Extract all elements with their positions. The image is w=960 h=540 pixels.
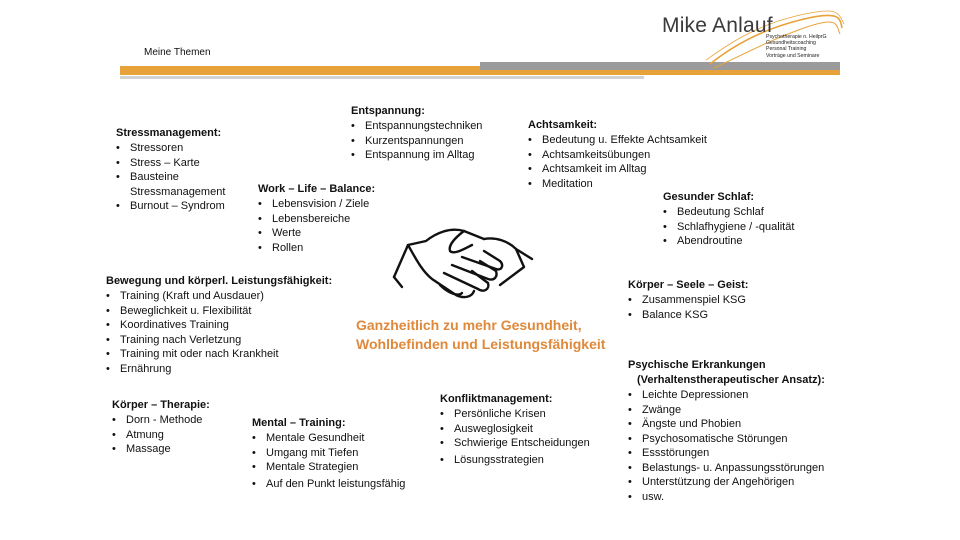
section-title: Bewegung und körperl. Leistungsfähigkeit: bbox=[106, 275, 333, 287]
list-item: • Bedeutung u. Effekte Achtsamkeit bbox=[528, 133, 707, 148]
list-item: • Achtsamkeit im Alltag bbox=[528, 162, 707, 177]
list-item: • Bausteine Stressmanagement bbox=[116, 170, 242, 199]
section-list bbox=[663, 205, 794, 249]
list-item: • Unterstützung der Angehörigen bbox=[628, 475, 825, 490]
list-item: • Lösungsstrategien bbox=[440, 453, 590, 468]
list-item: • Kurzentspannungen bbox=[351, 134, 482, 149]
logo-tagline-line: Psychotherapie n. HeilprG bbox=[766, 34, 827, 40]
logo-tagline bbox=[766, 34, 827, 59]
list-item: • Entspannung im Alltag bbox=[351, 148, 482, 163]
list-item: • Achtsamkeitsübungen bbox=[528, 148, 707, 163]
section-subtitle: (Verhaltenstherapeutischer Ansatz): bbox=[637, 374, 825, 386]
section-koerper-therapie bbox=[112, 398, 210, 457]
logo-tagline-line: Vorträge und Seminare bbox=[766, 52, 820, 59]
list-item: • Bedeutung Schlaf bbox=[663, 205, 794, 220]
list-item: • Dorn - Methode bbox=[112, 413, 210, 428]
section-mental-training bbox=[252, 416, 405, 491]
list-item: • Abendroutine bbox=[663, 234, 794, 249]
section-title: Psychische Erkrankungen bbox=[628, 359, 766, 371]
list-item: • Essstörungen bbox=[628, 446, 825, 461]
section-entspannung bbox=[351, 104, 482, 163]
section-list bbox=[258, 197, 375, 255]
section-title: Mental – Training: bbox=[252, 417, 346, 429]
center-tagline bbox=[356, 316, 605, 354]
list-item: • Balance KSG bbox=[628, 308, 748, 323]
section-koerper-seele-geist bbox=[628, 278, 748, 322]
list-item: • Mentale Strategien bbox=[252, 460, 405, 475]
section-title: Körper – Therapie: bbox=[112, 399, 210, 411]
list-item: • Rollen bbox=[258, 241, 375, 256]
header-label: Meine Themen bbox=[144, 47, 211, 58]
list-item: • Atmung bbox=[112, 428, 210, 443]
list-item: • Stressoren bbox=[116, 141, 242, 156]
list-item: • usw. bbox=[628, 490, 825, 505]
section-list bbox=[440, 407, 590, 467]
list-item: • Training nach Verletzung bbox=[106, 333, 332, 348]
list-item: • Lebensvision / Ziele bbox=[258, 197, 375, 212]
list-item: • Ernährung bbox=[106, 362, 332, 377]
list-item: • Auf den Punkt leistungsfähig bbox=[252, 477, 405, 492]
section-list bbox=[628, 293, 748, 322]
list-item: • Massage bbox=[112, 442, 210, 457]
list-item: • Beweglichkeit u. Flexibilität bbox=[106, 304, 332, 319]
center-tagline-line-1: Ganzheitlich zu mehr Gesundheit, bbox=[356, 317, 582, 333]
section-list bbox=[106, 289, 332, 376]
list-item: • Burnout – Syndrom bbox=[116, 199, 242, 214]
list-item: • Ängste und Phobien bbox=[628, 417, 825, 432]
list-item: • Belastungs- u. Anpassungsstörungen bbox=[628, 461, 825, 476]
list-item: • Leichte Depressionen bbox=[628, 388, 825, 403]
list-item: • Mentale Gesundheit bbox=[252, 431, 405, 446]
list-item: • Training mit oder nach Krankheit bbox=[106, 347, 332, 362]
section-achtsamkeit bbox=[528, 118, 707, 191]
section-list bbox=[351, 119, 482, 163]
list-item: • Ausweglosigkeit bbox=[440, 422, 590, 437]
list-item: • Psychosomatische Störungen bbox=[628, 432, 825, 447]
list-item: • Zusammenspiel KSG bbox=[628, 293, 748, 308]
section-konfliktmanagement bbox=[440, 392, 590, 467]
logo-tagline-line: Personal Training bbox=[766, 46, 807, 53]
logo-tagline-line: Gesundheitscoaching bbox=[766, 40, 816, 47]
section-list bbox=[112, 413, 210, 457]
section-list bbox=[628, 388, 825, 504]
section-title: Gesunder Schlaf: bbox=[663, 191, 755, 203]
section-title: Achtsamkeit: bbox=[528, 119, 598, 131]
list-item: • Koordinatives Training bbox=[106, 318, 332, 333]
list-item: • Werte bbox=[258, 226, 375, 241]
list-item: • Umgang mit Tiefen bbox=[252, 446, 405, 461]
list-item: • Schwierige Entscheidungen bbox=[440, 436, 590, 451]
list-item: • Entspannungstechniken bbox=[351, 119, 482, 134]
list-item: • Meditation bbox=[528, 177, 707, 192]
section-title: Stressmanagement: bbox=[116, 127, 222, 139]
section-title: Körper – Seele – Geist: bbox=[628, 279, 749, 291]
header-bar-lightgray bbox=[120, 76, 644, 79]
section-title: Entspannung: bbox=[351, 105, 425, 117]
list-item: • Persönliche Krisen bbox=[440, 407, 590, 422]
section-title: Konfliktmanagement: bbox=[440, 393, 553, 405]
section-list bbox=[116, 141, 242, 214]
center-tagline-line-2: Wohlbefinden und Leistungsfähigkeit bbox=[356, 336, 606, 352]
logo-name: Mike Anlauf bbox=[662, 14, 773, 37]
section-work-life-balance bbox=[258, 182, 375, 255]
section-gesunder-schlaf bbox=[663, 190, 794, 249]
section-stressmanagement bbox=[116, 126, 242, 214]
section-title: Work – Life – Balance: bbox=[258, 183, 376, 195]
list-item: • Zwänge bbox=[628, 403, 825, 418]
section-psychische-erkrankungen bbox=[628, 358, 825, 504]
list-item: • Lebensbereiche bbox=[258, 212, 375, 227]
list-item: • Training (Kraft und Ausdauer) bbox=[106, 289, 332, 304]
list-item: • Schlafhygiene / -qualität bbox=[663, 220, 794, 235]
section-list bbox=[528, 133, 707, 191]
list-item: • Stress – Karte bbox=[116, 156, 242, 171]
section-bewegung bbox=[106, 274, 332, 376]
section-list bbox=[252, 431, 405, 491]
handshake-icon bbox=[392, 215, 534, 303]
